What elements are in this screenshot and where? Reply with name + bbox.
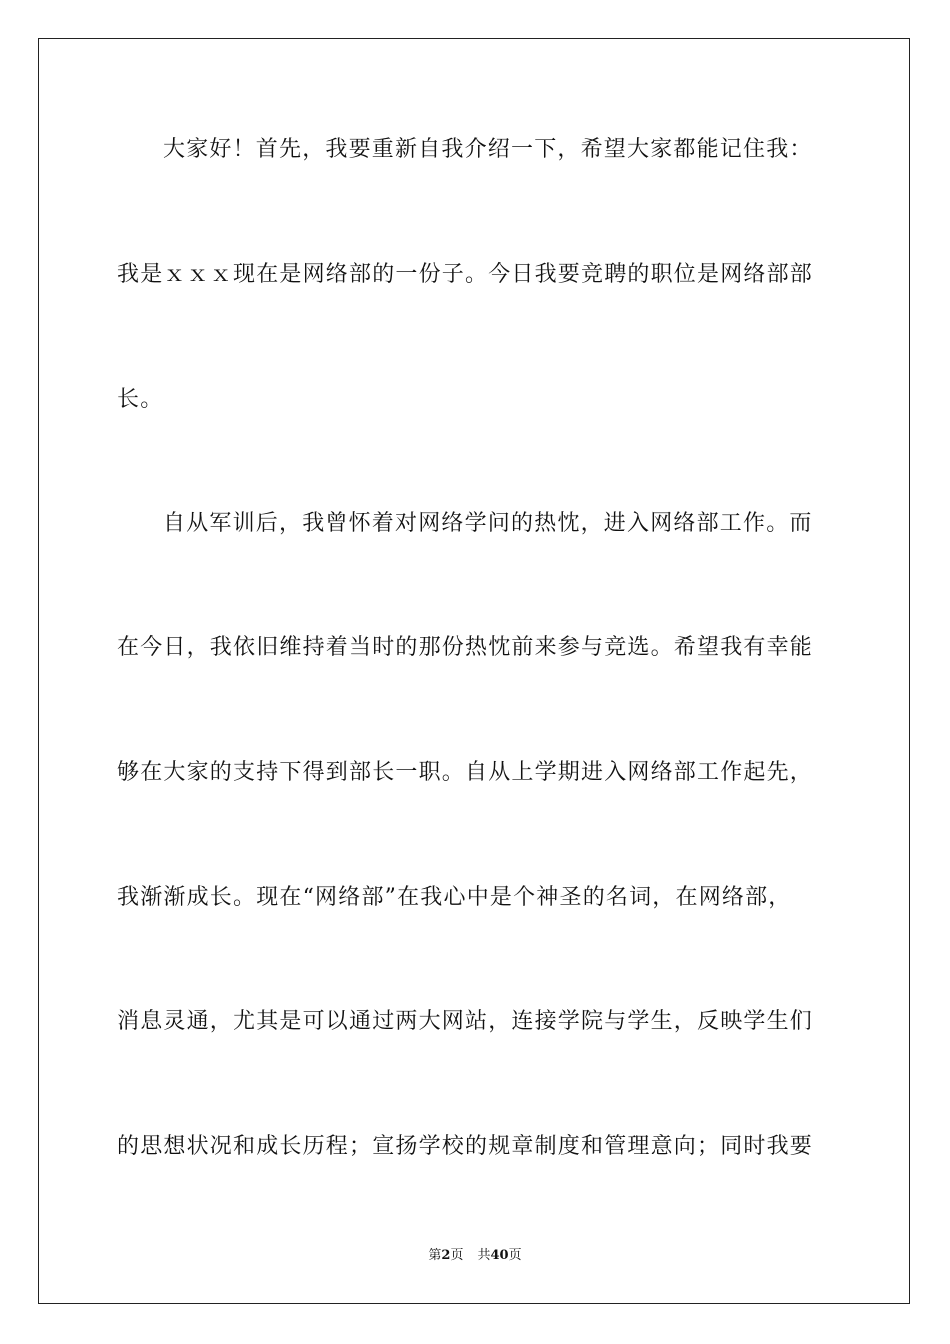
total-suffix: 页 xyxy=(508,1248,522,1263)
paragraph-line: 大家好！首先，我要重新自我介绍一下，希望大家都能记住我： xyxy=(163,137,813,162)
paragraph-line: 自从军训后，我曾怀着对网络学问的热忱，进入网络部工作。而 xyxy=(163,511,813,536)
paragraph-line: 消息灵通，尤其是可以通过两大网站，连接学院与学生，反映学生们 xyxy=(117,1009,814,1034)
page-number: 2 xyxy=(441,1248,451,1263)
paragraph-line: 的思想状况和成长历程；宣扬学校的规章制度和管理意向；同时我要 xyxy=(117,1134,814,1159)
paragraph-line: 我是ｘｘｘ现在是网络部的一份子。今日我要竞聘的职位是网络部部 xyxy=(117,262,814,287)
page-border xyxy=(38,38,910,1304)
page-suffix: 页 xyxy=(450,1248,464,1263)
page-prefix: 第 xyxy=(428,1248,442,1263)
paragraph-line: 在今日，我依旧维持着当时的那份热忱前来参与竞选。希望我有幸能 xyxy=(117,635,814,660)
total-prefix: 共 xyxy=(477,1248,491,1263)
total-pages: 40 xyxy=(490,1248,509,1263)
paragraph-line: 我渐渐成长。现在“网络部”在我心中是个神圣的名词，在网络部， xyxy=(117,885,792,910)
paragraph-line: 够在大家的支持下得到部长一职。自从上学期进入网络部工作起先， xyxy=(117,760,814,785)
page-footer xyxy=(0,1247,950,1265)
paragraph-line: 长。 xyxy=(117,387,164,412)
